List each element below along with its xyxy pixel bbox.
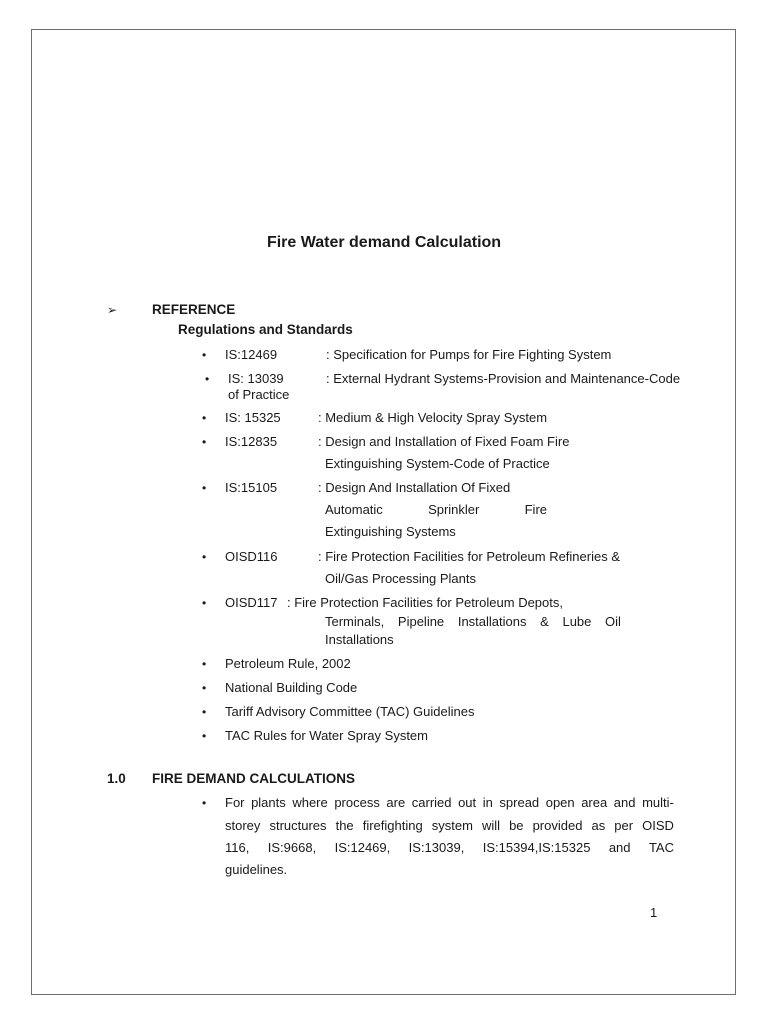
word: IS:12469, [334,840,391,855]
word: as [591,818,606,833]
standard-description: : External Hydrant Systems-Provision and Maintenance-Code [326,371,681,386]
word: area [581,795,608,810]
bullet-icon: • [202,705,207,719]
document-title: Fire Water demand Calculation [266,234,502,251]
word: out [458,795,477,810]
word: Fire [524,502,547,517]
bullet-icon: • [202,348,207,362]
word: Terminals, [325,614,385,629]
bullet-icon: • [202,435,207,449]
word: are [386,795,406,810]
paragraph-line: guidelines. [225,862,288,877]
bullet-icon: • [202,657,207,671]
standard-item: National Building Code [225,680,358,695]
paragraph-line [225,840,674,855]
arrow-bullet-icon: ➢ [107,303,118,317]
word: 116, [225,840,250,855]
word: spread [499,795,540,810]
word: plants [251,795,286,810]
page-number: 1 [650,905,658,920]
standard-code: IS:15105 [225,480,278,495]
standard-description: : Design and Installation of Fixed Foam Fire [318,434,570,449]
bullet-icon: • [202,596,207,610]
standard-description-cont: Extinguishing System-Code of Practice [325,456,550,471]
word: provided [532,818,583,833]
bullet-icon: • [205,372,210,386]
bullet-icon: • [202,681,207,695]
standard-item: Tariff Advisory Committee (TAC) Guidelines [225,704,475,719]
word: OISD [642,818,674,833]
word: Oil [605,614,621,629]
standard-code: OISD117 [225,595,278,610]
paragraph-line [225,795,674,810]
standard-description-cont: Installations [325,632,394,647]
standard-item: Petroleum Rule, 2002 [225,656,351,671]
word: open [545,795,575,810]
word: storey [225,818,261,833]
word: will [481,818,501,833]
word: process [334,795,380,810]
word: and [613,795,636,810]
standard-description: : Design And Installation Of Fixed [318,480,511,495]
word: TAC [648,840,674,855]
word: Installations [457,614,527,629]
standard-description-cont: of Practice [228,387,290,402]
standard-code: OISD116 [225,549,278,564]
word: the [335,818,354,833]
standard-code: IS:12469 [225,347,278,362]
standard-code: IS:12835 [225,434,278,449]
section-heading: FIRE DEMAND CALCULATIONS [152,771,355,786]
word: firefighting [362,818,423,833]
word: per [614,818,634,833]
reference-subheading: Regulations and Standards [178,322,353,337]
word: in [482,795,493,810]
word: system [431,818,473,833]
word: Automatic [325,502,383,517]
standard-description-cont: Extinguishing Systems [325,524,456,539]
paragraph-line [225,818,674,833]
bullet-icon: • [202,411,207,425]
word: Pipeline [397,614,445,629]
word: IS:15394,IS:15325 [482,840,591,855]
word: IS:13039, [408,840,465,855]
bullet-icon: • [202,729,207,743]
word: and [608,840,631,855]
standard-code: IS: 13039 [228,371,284,386]
word: multi- [642,795,674,810]
standard-description: : Fire Protection Facilities for Petroleum Refineries & [318,549,620,564]
standard-description-cont [325,502,547,517]
bullet-icon: • [202,481,207,495]
bullet-icon: • [202,796,207,810]
reference-heading: REFERENCE [152,302,236,317]
word: Sprinkler [428,502,480,517]
standard-code: IS: 15325 [225,410,281,425]
standard-description: : Fire Protection Facilities for Petroleum Depots, [287,595,563,610]
standard-description-cont [325,614,621,629]
word: where [292,795,328,810]
word: be [509,818,524,833]
standard-description: : Medium & High Velocity Spray System [318,410,548,425]
word: structures [269,818,327,833]
word: & [540,614,549,629]
section-number: 1.0 [107,771,126,786]
word: Lube [562,614,592,629]
word: carried [411,795,452,810]
standard-description-cont: Oil/Gas Processing Plants [325,571,477,586]
standard-item: TAC Rules for Water Spray System [225,728,428,743]
bullet-icon: • [202,550,207,564]
word: IS:9668, [267,840,317,855]
standard-description: : Specification for Pumps for Fire Fighting System [326,347,612,362]
word: For [225,795,245,810]
